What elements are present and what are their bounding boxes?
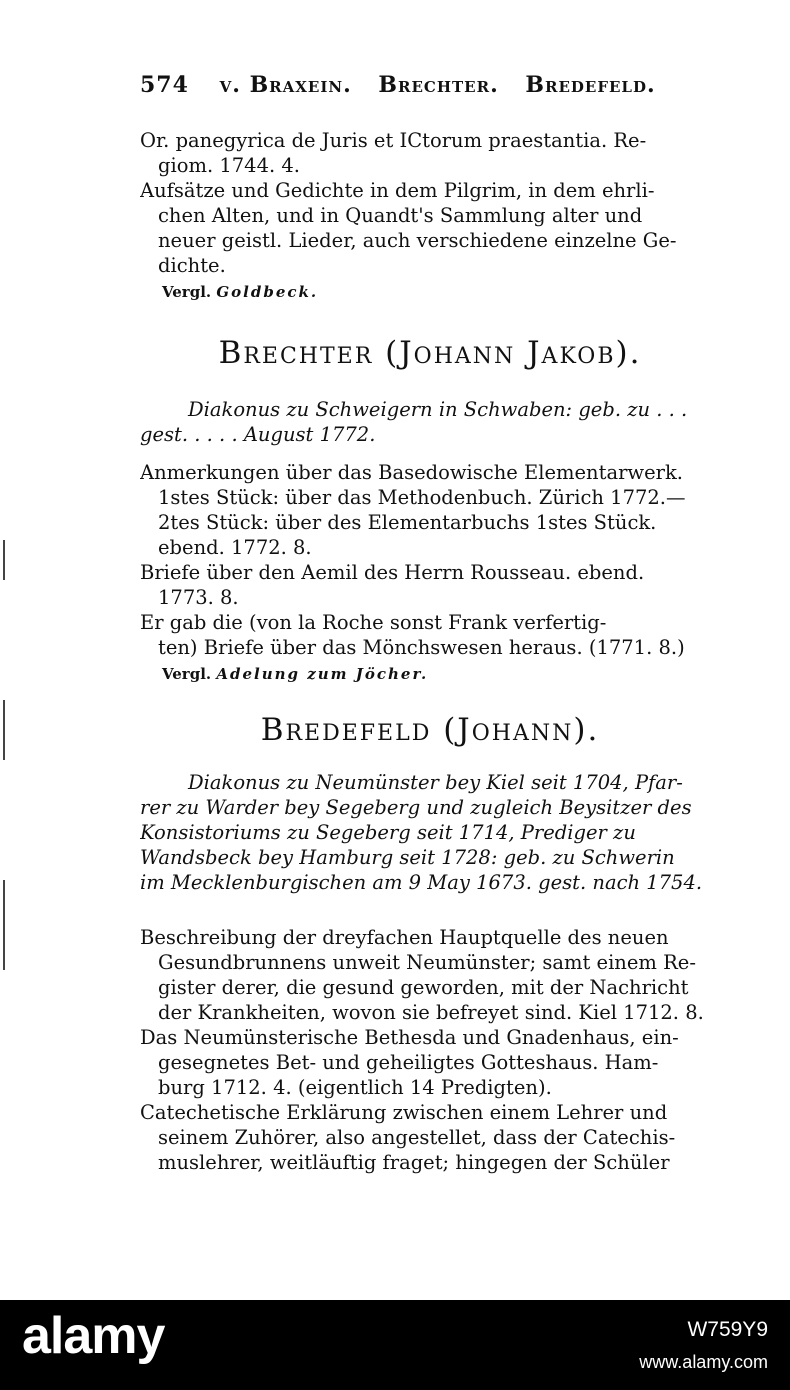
entry-title-brechter: Brechter (Johann Jakob). xyxy=(218,335,642,371)
stock-footer-bar xyxy=(0,1300,790,1390)
footer-url: www.alamy.com xyxy=(639,1352,768,1372)
brechter-reference xyxy=(140,660,720,688)
scan-edge-mark xyxy=(3,540,5,580)
intro-line: Aufsätze und Gedichte in dem Pilgrim, in dem ehrli- xyxy=(140,179,655,202)
intro-line: Or. panegyrica de Juris et ICtorum praestantia. Re- xyxy=(140,129,647,152)
work-line: Briefe über den Aemil des Herrn Rousseau. ebend. xyxy=(140,561,645,584)
intro-line: dichte. xyxy=(158,254,226,277)
work-line: 2tes Stück: über des Elementarbuchs 1stes Stück. xyxy=(158,511,657,534)
alamy-logo: alamy xyxy=(22,1307,165,1365)
bredefeld-works xyxy=(140,925,720,1175)
work-line: der Krankheiten, wovon sie befreyet sind. Kiel 1712. 8. xyxy=(158,1001,704,1024)
work-line: gesegnetes Bet- und geheiligtes Gotteshaus. Ham- xyxy=(158,1051,659,1074)
work-line: 1773. 8. xyxy=(158,586,239,609)
work-line: burg 1712. 4. (eigentlich 14 Predigten). xyxy=(158,1076,552,1099)
bio-line: Diakonus zu Schweigern in Schwaben: geb. zu . . . xyxy=(188,398,688,421)
intro-works xyxy=(140,128,720,306)
scan-edge-mark xyxy=(3,880,5,970)
reference-prefix: Vergl. xyxy=(162,283,212,301)
brechter-works xyxy=(140,460,720,688)
reference-prefix: Vergl. xyxy=(162,665,212,683)
work-line: Gesundbrunnens unweit Neumünster; samt einem Re- xyxy=(158,951,696,974)
work-line: Catechetische Erklärung zwischen einem Lehrer und xyxy=(140,1101,668,1124)
intro-line: neuer geistl. Lieder, auch verschiedene einzelne Ge- xyxy=(158,229,677,252)
intro-reference xyxy=(140,278,720,306)
entry-title-bredefeld: Bredefeld (Johann). xyxy=(260,712,600,748)
image-code: W759Y9 xyxy=(687,1318,768,1341)
reference-name: Goldbeck. xyxy=(216,283,319,301)
work-line: Anmerkungen über das Basedowische Elementarwerk. xyxy=(140,461,683,484)
bio-line: Diakonus zu Neumünster bey Kiel seit 1704, Pfar- xyxy=(188,771,683,794)
reference-name: Adelung zum Jöcher. xyxy=(216,665,429,683)
work-line: Beschreibung der dreyfachen Hauptquelle des neuen xyxy=(140,926,669,949)
running-head-3: Bredefeld. xyxy=(525,72,656,98)
work-line: gister derer, die gesund geworden, mit der Nachricht xyxy=(158,976,689,999)
running-head-1: v. Braxein. xyxy=(219,72,352,98)
brechter-bio xyxy=(140,397,720,447)
bio-line: rer zu Warder bey Segeberg und zugleich Beysitzer des xyxy=(140,796,692,819)
work-line: 1stes Stück: über das Methodenbuch. Zürich 1772.— xyxy=(158,486,686,509)
work-line: ebend. 1772. 8. xyxy=(158,536,312,559)
work-line: Das Neumünsterische Bethesda und Gnadenhaus, ein- xyxy=(140,1026,679,1049)
scan-edge-mark xyxy=(3,700,5,760)
bio-line: gest. . . . . August 1772. xyxy=(140,423,376,446)
work-line: ten) Briefe über das Mönchswesen heraus. (1771. 8.) xyxy=(158,636,685,659)
bio-line: im Mecklenburgischen am 9 May 1673. gest. nach 1754. xyxy=(140,871,703,894)
running-head-2: Brechter. xyxy=(378,72,499,98)
bio-line: Wandsbeck bey Hamburg seit 1728: geb. zu Schwerin xyxy=(140,846,675,869)
work-line: Er gab die (von la Roche sonst Frank verfertig- xyxy=(140,611,607,634)
intro-line: chen Alten, und in Quandt's Sammlung alter und xyxy=(158,204,643,227)
page-number: 574 xyxy=(140,72,189,98)
work-line: seinem Zuhörer, also angestellet, dass der Catechis- xyxy=(158,1126,676,1149)
work-line: muslehrer, weitläuftig fraget; hingegen der Schüler xyxy=(158,1151,670,1174)
running-header xyxy=(140,72,720,98)
intro-line: giom. 1744. 4. xyxy=(158,154,300,177)
bio-line: Konsistoriums zu Segeberg seit 1714, Prediger zu xyxy=(140,821,636,844)
bredefeld-bio xyxy=(140,770,720,895)
